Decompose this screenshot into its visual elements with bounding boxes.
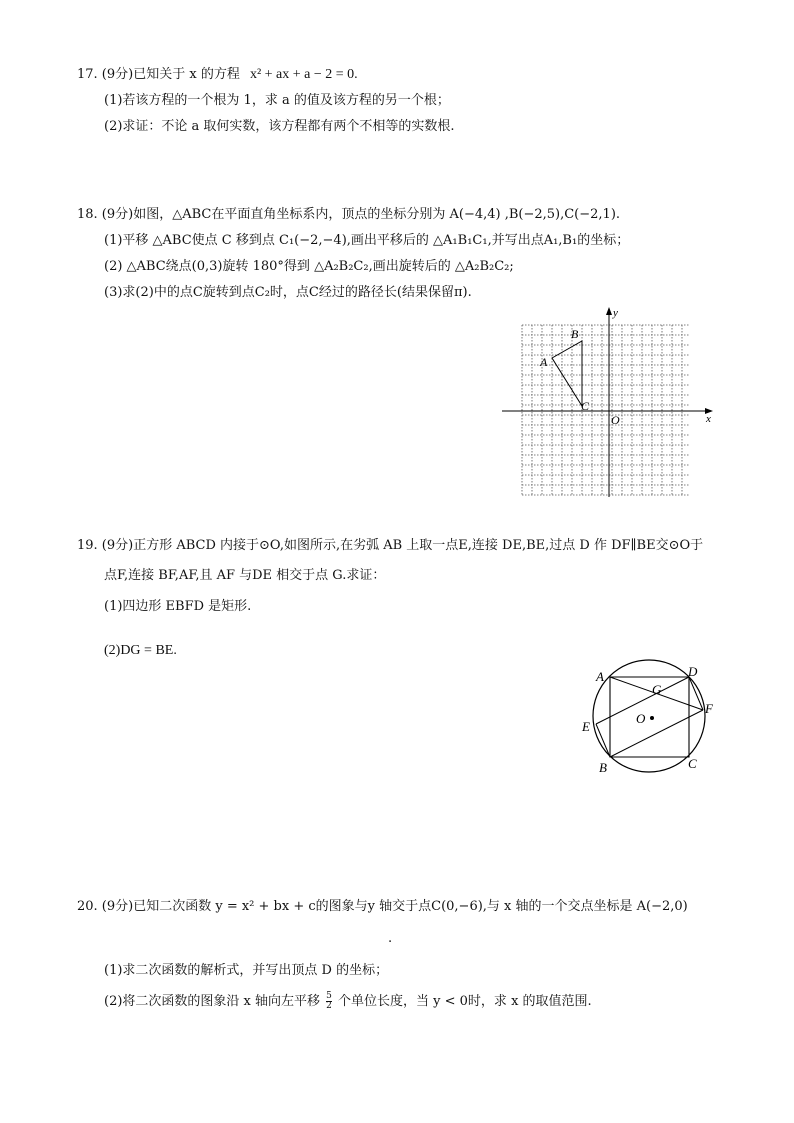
q19-label-e: E (582, 719, 590, 734)
q17-stem: 17. (9分)已知关于 x 的方程 (77, 67, 240, 82)
q20-part2 (104, 992, 592, 1011)
q19-label-b: B (599, 760, 607, 775)
q17-part2: (2)求证：不论 a 取何实数，该方程都有两个不相等的实数根. (104, 119, 455, 134)
q19-label-a: A (596, 669, 604, 684)
q20-part2-start: (2)将二次函数的图象沿 x 轴向左平移 (104, 994, 321, 1009)
q19-square-abcd (610, 677, 689, 757)
q19-head: 19. (9分)正方形 ABCD 内接于⊙O,如图所示,在劣弧 AB 上取一点E,连接 DE,BE,过点 D 作 DF∥BE交⊙O于 (77, 538, 704, 553)
q18-label-a: A (540, 355, 548, 369)
q18-grid (522, 325, 690, 495)
q17-head (77, 66, 358, 84)
q19-label-c: C (688, 756, 697, 771)
q18-head: 18. (9分)如图，△ABC在平面直角坐标系内，顶点的坐标分别为 A(−4,4) ,B(−2,5),C(−2,1). (77, 207, 621, 222)
q20-part1: (1)求二次函数的解析式，并写出顶点 D 的坐标； (104, 963, 389, 978)
q18-triangle-abc (552, 341, 582, 406)
q19-label-f: F (705, 701, 713, 716)
q20-fraction-denominator: 2 (326, 1001, 332, 1011)
q18-label-y: y (613, 307, 618, 319)
q19-part1: (1)四边形 EBFD 是矩形. (104, 599, 252, 614)
q19-label-d: D (688, 664, 698, 679)
q20-head: 20. (9分)已知二次函数 y = x² + bx + c的图象与y 轴交于点C(0,−6),与 x 轴的一个交点坐标是 A(−2,0) (77, 899, 688, 914)
q18-label-c: C (581, 399, 590, 413)
q17-equation: x² + ax + a − 2 = 0. (249, 67, 358, 82)
q19-circle-figure (575, 660, 725, 780)
q18-coordinate-figure (500, 305, 715, 500)
q18-label-b: B (571, 327, 579, 341)
q20-fraction-numerator: 5 (326, 991, 332, 1001)
q19-part2: (2)DG = BE. (104, 643, 177, 658)
q19-center-dot (650, 716, 654, 720)
q18-label-o: O (611, 413, 620, 427)
q19-head2: 点F,连接 BF,AF,且 AF 与DE 相交于点 G.求证： (104, 568, 386, 583)
q18-label-x: x (706, 413, 711, 425)
q18-part3: (3)求(2)中的点C旋转到点C₂时，点C经过的路径长(结果保留π). (104, 285, 472, 300)
q20-part2-end: 个单位长度，当 y < 0时，求 x 的取值范围. (338, 994, 592, 1009)
q19-label-g: G (652, 682, 662, 697)
q19-label-o: O (636, 711, 646, 726)
q18-part1: (1)平移 △ABC使点 C 移到点 C₁(−2,−4),画出平移后的 △A₁B₁C₁,并写出点A₁,B₁的坐标； (104, 233, 630, 248)
q18-y-axis-arrow (606, 307, 612, 315)
q20-fraction (326, 992, 332, 1011)
q17-part1: (1)若该方程的一个根为 1，求 a 的值及该方程的另一个根； (104, 93, 450, 108)
q18-part2: (2) △ABC绕点(0,3)旋转 180°得到 △A₂B₂C₂,画出旋转后的 △A₂B₂C₂; (104, 259, 514, 274)
q20-dot: . (388, 931, 393, 946)
